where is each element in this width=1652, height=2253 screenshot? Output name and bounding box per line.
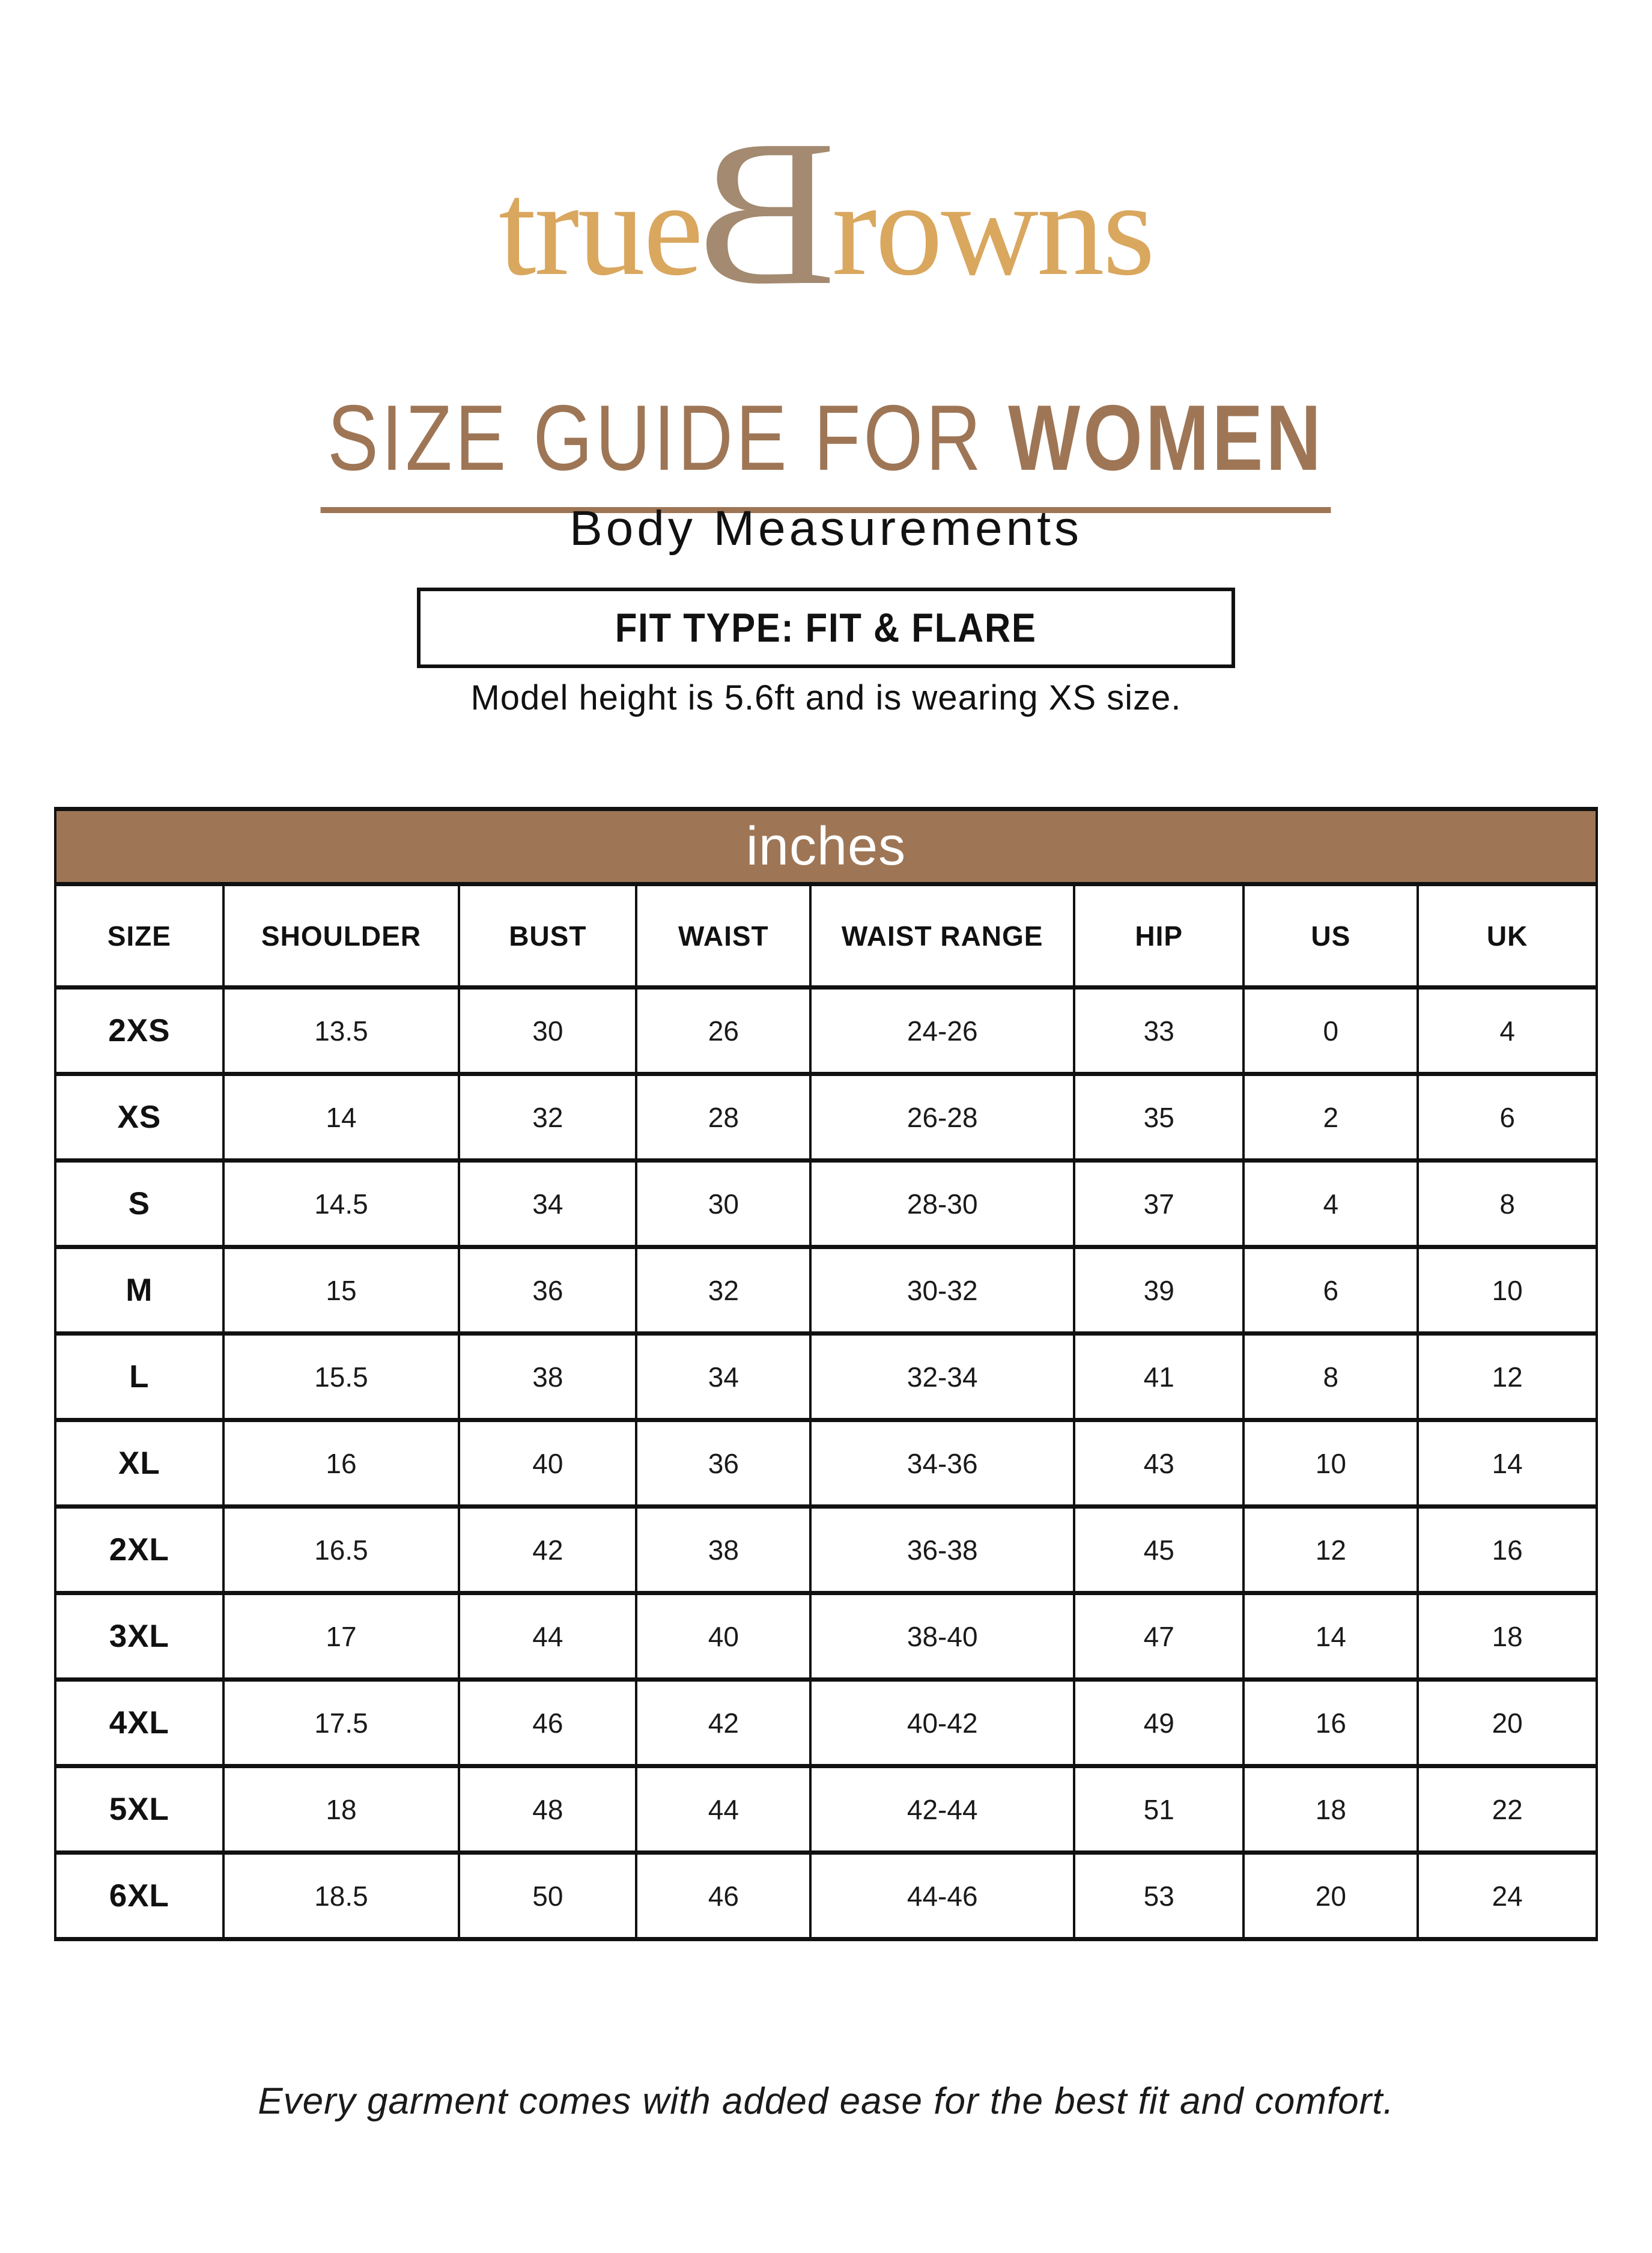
column-header: BUST xyxy=(459,884,636,988)
table-row xyxy=(55,1853,1597,1939)
column-header: WAIST RANGE xyxy=(810,884,1074,988)
value-cell: 18 xyxy=(1244,1766,1418,1853)
value-cell: 36-38 xyxy=(810,1507,1074,1593)
value-cell: 42-44 xyxy=(810,1766,1074,1853)
value-cell: 44 xyxy=(459,1593,636,1680)
size-cell: XL xyxy=(55,1420,223,1507)
value-cell: 32 xyxy=(636,1247,810,1334)
value-cell: 10 xyxy=(1418,1247,1597,1334)
logo-letter-b: B xyxy=(697,97,836,329)
value-cell: 14 xyxy=(223,1074,460,1161)
table-row xyxy=(55,1161,1597,1247)
column-header: SHOULDER xyxy=(223,884,460,988)
value-cell: 17 xyxy=(223,1593,460,1680)
value-cell: 42 xyxy=(459,1507,636,1593)
value-cell: 38 xyxy=(459,1334,636,1420)
column-header: UK xyxy=(1418,884,1597,988)
value-cell: 37 xyxy=(1074,1161,1244,1247)
title-regular-part: SIZE GUIDE FOR xyxy=(327,386,1009,490)
subtitle: Body Measurements xyxy=(569,501,1083,556)
value-cell: 50 xyxy=(459,1853,636,1939)
value-cell: 34 xyxy=(459,1161,636,1247)
size-table xyxy=(54,807,1598,1941)
value-cell: 44 xyxy=(636,1766,810,1853)
value-cell: 48 xyxy=(459,1766,636,1853)
value-cell: 36 xyxy=(636,1420,810,1507)
table-row xyxy=(55,1507,1597,1593)
size-cell: 2XS xyxy=(55,988,223,1074)
size-cell: 2XL xyxy=(55,1507,223,1593)
value-cell: 30 xyxy=(636,1161,810,1247)
size-cell: L xyxy=(55,1334,223,1420)
value-cell: 36 xyxy=(459,1247,636,1334)
value-cell: 20 xyxy=(1418,1680,1597,1766)
size-cell: 6XL xyxy=(55,1853,223,1939)
value-cell: 26-28 xyxy=(810,1074,1074,1161)
value-cell: 28-30 xyxy=(810,1161,1074,1247)
value-cell: 26 xyxy=(636,988,810,1074)
value-cell: 49 xyxy=(1074,1680,1244,1766)
unit-row xyxy=(55,809,1597,884)
value-cell: 34 xyxy=(636,1334,810,1420)
value-cell: 41 xyxy=(1074,1334,1244,1420)
value-cell: 28 xyxy=(636,1074,810,1161)
size-cell: S xyxy=(55,1161,223,1247)
value-cell: 16.5 xyxy=(223,1507,460,1593)
value-cell: 13.5 xyxy=(223,988,460,1074)
value-cell: 30 xyxy=(459,988,636,1074)
value-cell: 30-32 xyxy=(810,1247,1074,1334)
page-title xyxy=(0,385,1652,513)
size-table-body xyxy=(55,809,1597,1939)
table-row xyxy=(55,1334,1597,1420)
value-cell: 39 xyxy=(1074,1247,1244,1334)
column-header: US xyxy=(1244,884,1418,988)
value-cell: 12 xyxy=(1418,1334,1597,1420)
value-cell: 44-46 xyxy=(810,1853,1074,1939)
value-cell: 6 xyxy=(1244,1247,1418,1334)
value-cell: 24 xyxy=(1418,1853,1597,1939)
value-cell: 47 xyxy=(1074,1593,1244,1680)
table-row xyxy=(55,1766,1597,1853)
value-cell: 16 xyxy=(1418,1507,1597,1593)
value-cell: 12 xyxy=(1244,1507,1418,1593)
fit-type-label: FIT TYPE: FIT & FLARE xyxy=(615,605,1037,651)
value-cell: 18 xyxy=(223,1766,460,1853)
value-cell: 8 xyxy=(1418,1161,1597,1247)
table-row xyxy=(55,1420,1597,1507)
value-cell: 14 xyxy=(1244,1593,1418,1680)
brand-logo xyxy=(0,97,1652,329)
value-cell: 18.5 xyxy=(223,1853,460,1939)
value-cell: 32 xyxy=(459,1074,636,1161)
table-row xyxy=(55,1247,1597,1334)
value-cell: 16 xyxy=(223,1420,460,1507)
table-row xyxy=(55,1593,1597,1680)
column-header: WAIST xyxy=(636,884,810,988)
value-cell: 53 xyxy=(1074,1853,1244,1939)
value-cell: 40-42 xyxy=(810,1680,1074,1766)
value-cell: 10 xyxy=(1244,1420,1418,1507)
value-cell: 4 xyxy=(1244,1161,1418,1247)
value-cell: 4 xyxy=(1418,988,1597,1074)
size-cell: XS xyxy=(55,1074,223,1161)
value-cell: 33 xyxy=(1074,988,1244,1074)
value-cell: 46 xyxy=(636,1853,810,1939)
fit-type-box xyxy=(417,588,1235,668)
value-cell: 40 xyxy=(459,1420,636,1507)
value-cell: 16 xyxy=(1244,1680,1418,1766)
logo-text-true: true xyxy=(499,153,702,303)
model-note: Model height is 5.6ft and is wearing XS size. xyxy=(470,678,1182,717)
size-cell: M xyxy=(55,1247,223,1334)
footer-note: Every garment comes with added ease for the best fit and comfort. xyxy=(258,2081,1394,2122)
value-cell: 14.5 xyxy=(223,1161,460,1247)
value-cell: 15 xyxy=(223,1247,460,1334)
unit-header-cell: inches xyxy=(55,809,1597,884)
value-cell: 42 xyxy=(636,1680,810,1766)
size-cell: 5XL xyxy=(55,1766,223,1853)
table-row xyxy=(55,1074,1597,1161)
title-bold-part: WOMEN xyxy=(1008,386,1325,490)
value-cell: 22 xyxy=(1418,1766,1597,1853)
value-cell: 2 xyxy=(1244,1074,1418,1161)
column-header: HIP xyxy=(1074,884,1244,988)
value-cell: 38-40 xyxy=(810,1593,1074,1680)
value-cell: 6 xyxy=(1418,1074,1597,1161)
value-cell: 40 xyxy=(636,1593,810,1680)
value-cell: 24-26 xyxy=(810,988,1074,1074)
header-row xyxy=(55,884,1597,988)
value-cell: 15.5 xyxy=(223,1334,460,1420)
table-row xyxy=(55,988,1597,1074)
value-cell: 20 xyxy=(1244,1853,1418,1939)
value-cell: 51 xyxy=(1074,1766,1244,1853)
value-cell: 38 xyxy=(636,1507,810,1593)
size-cell: 3XL xyxy=(55,1593,223,1680)
value-cell: 8 xyxy=(1244,1334,1418,1420)
column-header: SIZE xyxy=(55,884,223,988)
value-cell: 43 xyxy=(1074,1420,1244,1507)
size-cell: 4XL xyxy=(55,1680,223,1766)
value-cell: 32-34 xyxy=(810,1334,1074,1420)
value-cell: 45 xyxy=(1074,1507,1244,1593)
value-cell: 46 xyxy=(459,1680,636,1766)
value-cell: 18 xyxy=(1418,1593,1597,1680)
logo-text-rowns: rowns xyxy=(831,153,1153,303)
value-cell: 0 xyxy=(1244,988,1418,1074)
value-cell: 35 xyxy=(1074,1074,1244,1161)
value-cell: 14 xyxy=(1418,1420,1597,1507)
value-cell: 34-36 xyxy=(810,1420,1074,1507)
value-cell: 17.5 xyxy=(223,1680,460,1766)
table-row xyxy=(55,1680,1597,1766)
page-title-text xyxy=(321,385,1331,513)
